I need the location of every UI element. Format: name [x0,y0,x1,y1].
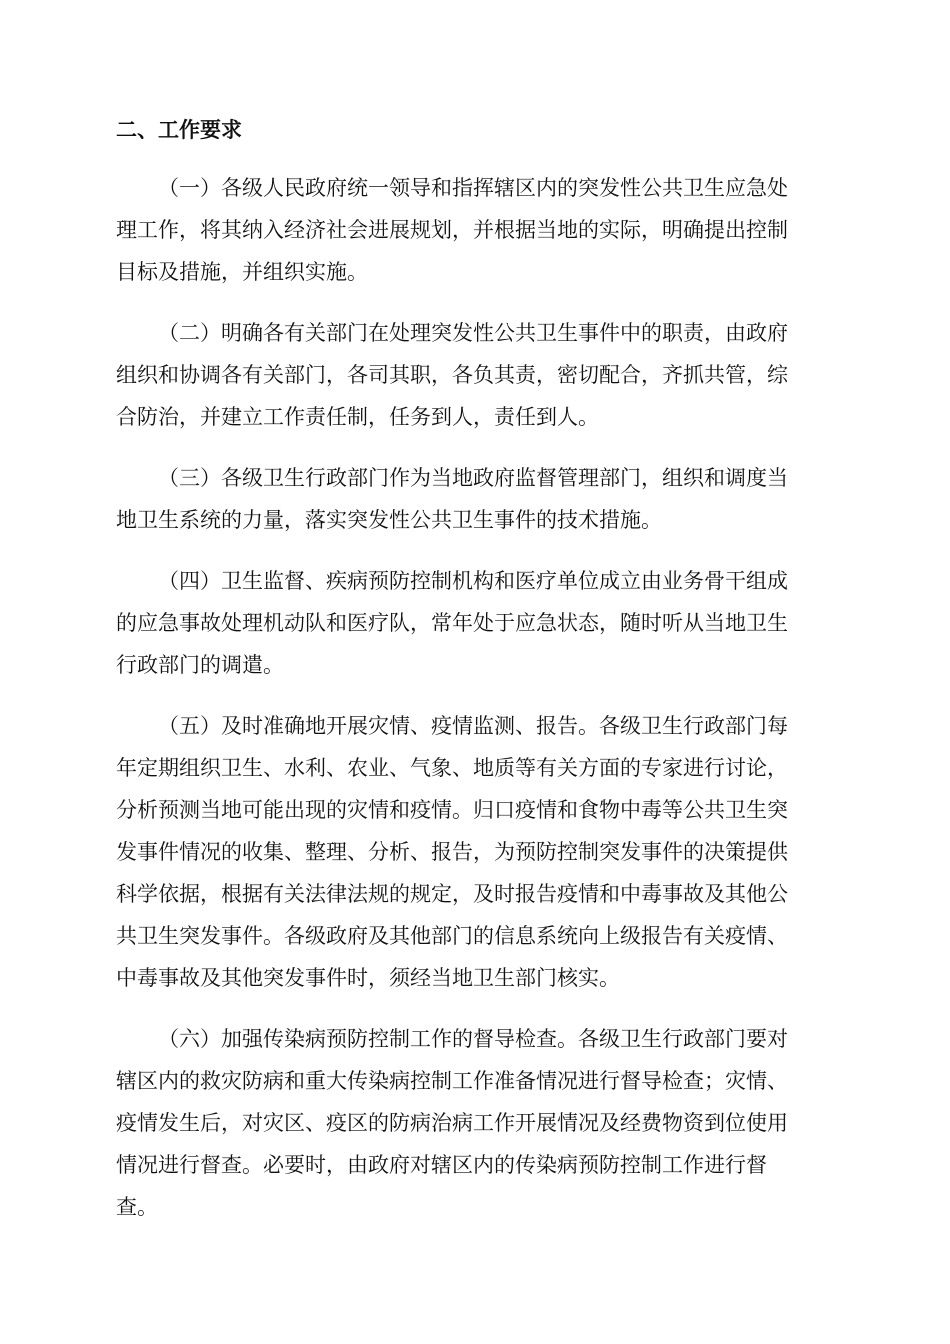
paragraph-line: 目标及措施，并组织实施。 [116,260,368,284]
paragraph-line: 年定期组织卫生、水利、农业、气象、地质等有关方面的专家进行讨论， [116,756,788,780]
paragraph-line: 情况进行督查。必要时，由政府对辖区内的传染病预防控制工作进行督 [116,1153,767,1177]
paragraph-line: 中毒事故及其他突发事件时，须经当地卫生部门核实。 [116,966,620,990]
paragraph-line: 疫情发生后，对灾区、疫区的防病治病工作开展情况及经费物资到位使用 [116,1111,788,1135]
paragraph-line: （六）加强传染病预防控制工作的督导检查。各级卫生行政部门要对 [158,1027,788,1051]
paragraph-line: 分析预测当地可能出现的灾情和疫情。归口疫情和食物中毒等公共卫生突 [116,798,788,822]
paragraph-line: 的应急事故处理机动队和医疗队，常年处于应急状态，随时听从当地卫生 [116,611,788,635]
paragraph-4 [116,560,836,686]
paragraph-line: 共卫生突发事件。各级政府及其他部门的信息系统向上级报告有关疫情、 [116,924,788,948]
paragraph-1 [116,167,836,293]
paragraph-6 [116,1018,836,1228]
paragraph-list [116,167,836,1247]
paragraph-2 [116,312,836,438]
paragraph-line: 地卫生系统的力量，落实突发性公共卫生事件的技术措施。 [116,508,662,532]
paragraph-line: （五）及时准确地开展灾情、疫情监测、报告。各级卫生行政部门每 [158,714,788,738]
paragraph-line: 发事件情况的收集、整理、分析、报告，为预防控制突发事件的决策提供 [116,840,788,864]
paragraph-line: （一）各级人民政府统一领导和指挥辖区内的突发性公共卫生应急处 [158,176,788,200]
paragraph-line: 查。 [116,1195,158,1219]
paragraph-line: 科学依据，根据有关法律法规的规定，及时报告疫情和中毒事故及其他公 [116,882,788,906]
paragraph-line: 行政部门的调遣。 [116,653,284,677]
paragraph-3 [116,457,836,541]
section-heading: 二、工作要求 [116,118,242,142]
paragraph-5 [116,705,836,999]
paragraph-line: 理工作，将其纳入经济社会进展规划，并根据当地的实际，明确提出控制 [116,218,788,242]
paragraph-line: （四）卫生监督、疾病预防控制机构和医疗单位成立由业务骨干组成 [158,569,788,593]
paragraph-line: 合防治，并建立工作责任制，任务到人，责任到人。 [116,405,599,429]
paragraph-line: 组织和协调各有关部门，各司其职，各负其责，密切配合，齐抓共管，综 [116,363,788,387]
paragraph-line: （三）各级卫生行政部门作为当地政府监督管理部门，组织和调度当 [158,466,788,490]
paragraph-line: 辖区内的救灾防病和重大传染病控制工作准备情况进行督导检查；灾情、 [116,1069,788,1093]
paragraph-line: （二）明确各有关部门在处理突发性公共卫生事件中的职责，由政府 [158,321,788,345]
